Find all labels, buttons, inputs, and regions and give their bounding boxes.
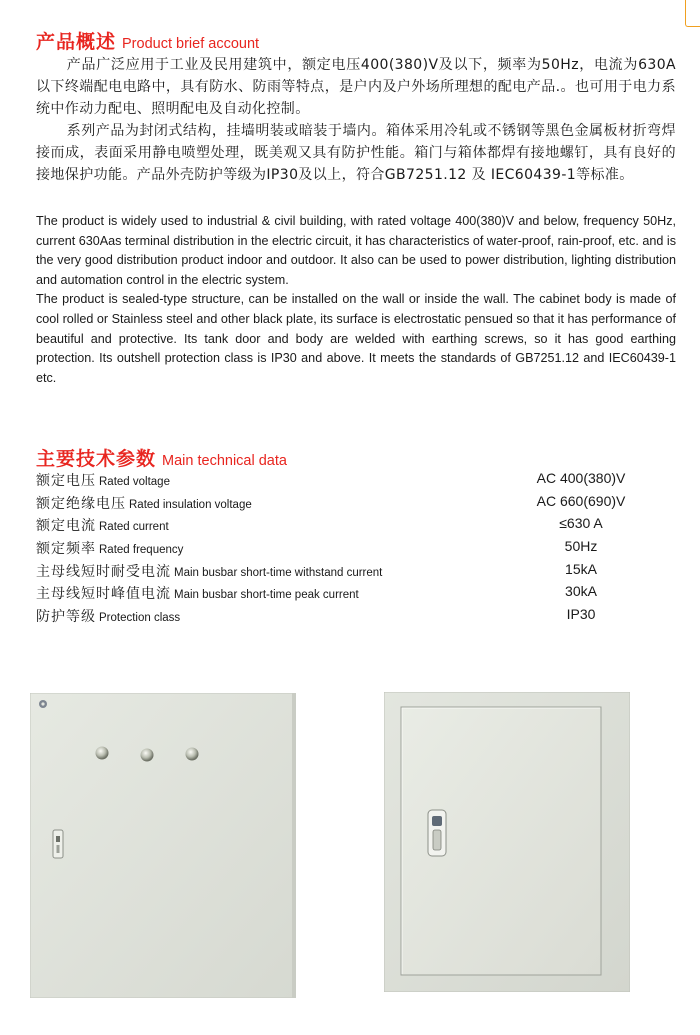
spec-value: 50Hz <box>564 538 598 555</box>
cabinet-photo-indicator-lamps <box>30 693 296 998</box>
corner-accent-mark <box>685 0 700 27</box>
spec-value: AC 400(380)V <box>536 470 626 486</box>
brief-zh-paragraph-1: 产品广泛应用于工业及民用建筑中，额定电压400(380)V及以下，频率为50Hz，电流为630A以下终端配电电路中，具有防水、防雨等特点，是户内及户外场所理想的配电产品.。也可用于电力系统中作动力配电、照明配电及自动化控制。 <box>36 57 676 117</box>
spec-value: 30kA <box>565 583 597 600</box>
spec-label-zh: 主母线短时峰值电流 <box>36 586 171 603</box>
technical-title-zh: 主要技术参数 <box>36 448 157 470</box>
spec-label-en: Rated insulation voltage <box>129 498 252 511</box>
spec-row-insulation-voltage <box>36 493 676 516</box>
spec-row-withstand-current <box>36 561 676 584</box>
spec-label-en: Rated current <box>99 521 169 534</box>
spec-row-rated-frequency <box>36 538 676 561</box>
cabinet-photo-recessed-door <box>384 692 630 992</box>
spec-label-zh: 额定频率 <box>36 541 96 558</box>
technical-title-en: Main technical data <box>162 453 287 469</box>
gear-badge-icon <box>39 700 47 708</box>
door-lock-icon <box>428 810 446 856</box>
spec-value: 15kA <box>565 560 597 577</box>
spec-label-en: Rated voltage <box>99 476 170 488</box>
spec-value: IP30 <box>566 606 596 623</box>
spec-row-peak-current <box>36 583 676 606</box>
spec-row-rated-voltage <box>36 470 676 493</box>
door-handle-icon <box>53 830 63 858</box>
brief-zh-paragraph-2: 系列产品为封闭式结构，挂墙明装或暗装于墙内。箱体采用冷轧或不锈钢等黑色金属板材折弯焊接而成，表面采用静电喷塑处理，既美观又具有防护性能。箱门与箱体都焊有接地螺钉，具有良好的接地保护功能。产品外壳防护等级为IP30及以上，符合GB7251.12 及 IEC60439-1等标准。 <box>36 123 676 183</box>
spec-row-rated-current <box>36 515 676 538</box>
brief-en-paragraph-1: The product is widely used to industrial & civil building, with rated voltage 400(380)V and below, frequency 50Hz, current 630Aas terminal distribution in the electric circuit, it has characteristics of water-proof, rain-proof, etc. and is the very good distribution product indoor and outdoor. It also can be used to power distribution, lighting distribution and automation control in the electric system. <box>36 214 676 287</box>
section-title-technical <box>36 444 287 471</box>
brief-en-text <box>36 212 676 388</box>
brief-title-zh: 产品概述 <box>36 31 117 53</box>
spec-list <box>36 470 676 629</box>
spec-label-en: Rated frequency <box>99 544 184 557</box>
brief-zh-text <box>36 54 676 186</box>
brief-title-en: Product brief account <box>122 36 260 52</box>
spec-label-zh: 额定电压 <box>36 473 96 489</box>
spec-row-protection-class <box>36 606 676 629</box>
spec-label-zh: 主母线短时耐受电流 <box>36 563 171 580</box>
section-title-brief <box>36 27 259 54</box>
spec-value: AC 660(690)V <box>536 492 626 509</box>
spec-label-en: Main busbar short-time withstand current <box>174 566 383 579</box>
spec-label-en: Protection class <box>99 612 181 625</box>
brief-en-paragraph-2: The product is sealed-type structure, can be installed on the wall or inside the wall. The cabinet body is made of cool rolled or Stainless steel and other black plate, its surface is electrostatic pensued so that it has performance of beautiful and protective. Its tank door and body are welded with earthing screws, so it has good earthing protection. Its outshell protection class is IP30 and above. It meets the standards of GB7251.12 and IEC60439-1 etc. <box>36 292 676 385</box>
spec-label-zh: 防护等级 <box>36 609 96 626</box>
spec-value: ≤630 A <box>559 515 603 532</box>
spec-label-zh: 额定电流 <box>36 518 96 535</box>
spec-label-en: Main busbar short-time peak current <box>174 589 359 602</box>
spec-label-zh: 额定绝缘电压 <box>36 495 126 512</box>
